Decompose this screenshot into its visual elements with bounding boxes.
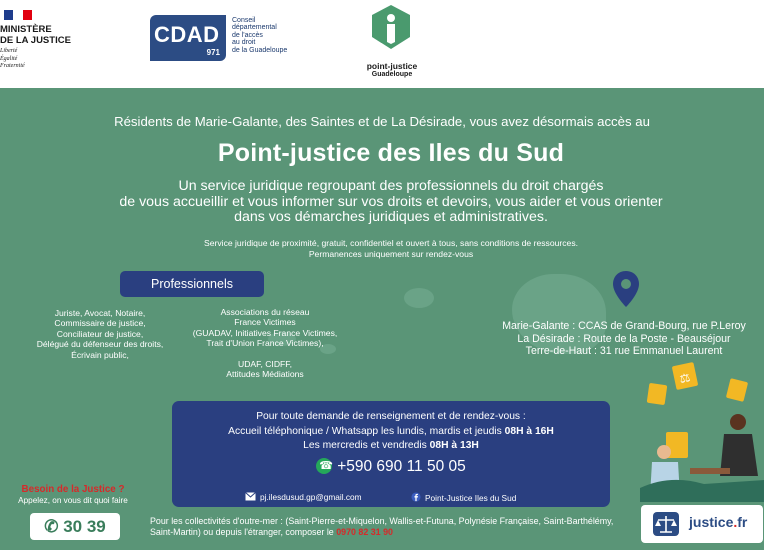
call-3039-button[interactable] [30,513,120,540]
cdad-description [232,17,312,54]
service-description [0,179,764,226]
email-line [245,492,362,502]
association-item: UDAF, CIDFF, [238,359,292,370]
email-address[interactable]: pj.ilesdusud.gp@gmail.com [260,492,362,502]
addresses [486,320,762,358]
phone-hours-line [172,426,610,437]
association-item: (GUADAV, Initiatives France Victimes, [192,327,338,338]
pj-name: point-justice [366,61,418,71]
header [0,0,764,88]
description-line: de vous accueillir et vous informer sur vos droits et devoirs, vous aider et vous orienter [119,193,663,210]
motto-egalite: Égalité [0,55,18,62]
footer-text: Pour les collectivités d'outre-mer : (Saint-Pierre-et-Miquelon, Wallis-et-Futuna, Polynésie Française, Saint-Barthélémy, Saint-Martin) ou depuis l'étranger, composer le [150,516,614,537]
pj-region: Guadeloupe [371,71,413,78]
cdad-desc-line: de l'accès [232,31,263,39]
associations-list [186,307,344,380]
association-item: France Victimes [234,317,296,328]
location-pin-icon [612,270,640,308]
description-line: dans vos démarches juridiques et administratives. [234,209,548,225]
svg-text:⚖: ⚖ [678,370,692,387]
association-item: Trait d'Union France Victimes), [206,338,324,349]
spacer [186,349,344,359]
wed-fri-days: Les mercredis et vendredis [303,440,430,451]
besoin-title: Besoin de la Justice ? [21,484,125,495]
main-panel [0,88,764,550]
jf-tld: fr [737,514,748,530]
whatsapp-icon [316,458,332,474]
footer-note [150,516,630,538]
description-line: Un service juridique regroupant des professionnels du droit chargés [178,178,604,194]
motto-liberte: Liberté [0,48,18,54]
appointment-note: Permanences uniquement sur rendez-vous [308,249,474,259]
facebook-icon [411,492,421,502]
wed-fri-hours-line [172,440,610,451]
point-justice-logo-icon [370,4,412,50]
scales-icon [653,512,679,536]
phone-line [172,458,610,476]
justice-fr-logo[interactable] [641,505,763,543]
marianne-flag-icon [4,10,32,20]
phone-icon: ✆ [44,517,59,536]
professionals-list [20,308,180,360]
professional-item: Écrivain public, [71,349,129,360]
cdad-desc-line: départemental [232,24,277,32]
page-title: Point-justice des Iles du Sud [217,139,565,167]
intro-text: Résidents de Marie-Galante, des Saintes et de La Désirade, vous avez désormais accès au [114,114,650,129]
cdad-desc-line: au droit [232,39,256,47]
jf-dot: . [733,514,738,530]
professional-item: Juriste, Avocat, Notaire, [54,308,146,318]
association-item: Attitudes Médiations [226,369,304,380]
address-desirade: La Désirade : Route de la Poste - Beauséjour [517,332,731,345]
ministry-name [0,24,71,46]
jf-name: justice [689,514,734,530]
justice-fr-text [689,514,747,530]
address-marie-galante: Marie-Galante : CCAS de Grand-Bourg, rue P.Leroy [502,320,746,332]
facebook-line [411,492,516,503]
republic-motto [0,48,25,71]
justice-illustration [640,356,764,502]
contact-intro: Pour toute demande de renseignement et de rendez-vous : [256,411,526,422]
island-shape [404,288,434,308]
service-conditions: Service juridique de proximité, gratuit, confidentiel et ouvert à tous, sans conditions de ressources. [203,238,579,248]
ministry-line2: DE LA JUSTICE [0,35,71,46]
facebook-page[interactable]: Point-Justice Iles du Sud [425,493,517,503]
email-icon [245,492,256,501]
cdad-desc-line: de la Guadeloupe [232,46,288,54]
cdad-logo [150,15,226,61]
professionals-badge: Professionnels [120,271,264,297]
cdad-number: 971 [206,48,220,57]
besoin-subtitle: Appelez, on vous dit quoi faire [18,496,128,505]
contact-box [172,401,610,507]
cdad-desc-line: Conseil [232,17,256,24]
wed-fri-hours: 08H à 13H [429,440,479,451]
phone-hours: 08H à 16H [504,426,554,437]
phone-number[interactable]: +590 690 11 50 05 [337,458,466,475]
footer-number[interactable]: 0970 82 31 90 [336,527,393,537]
phone-days: Accueil téléphonique / Whatsapp les lundis, mardis et jeudis [228,426,505,437]
motto-fraternite: Fraternité [0,63,25,69]
association-item: Associations du réseau [220,307,310,317]
professional-item: Conciliateur de justice, [56,328,144,339]
ministry-line1: MINISTÈRE [0,24,52,35]
professional-item: Commissaire de justice, [54,318,146,329]
address-terre-de-haut: Terre-de-Haut : 31 rue Emmanuel Laurent [525,345,723,357]
professional-item: Délégué du défenseur des droits, [36,339,164,350]
cdad-name: CDAD [154,22,220,47]
besoin-number: 30 39 [63,517,106,536]
